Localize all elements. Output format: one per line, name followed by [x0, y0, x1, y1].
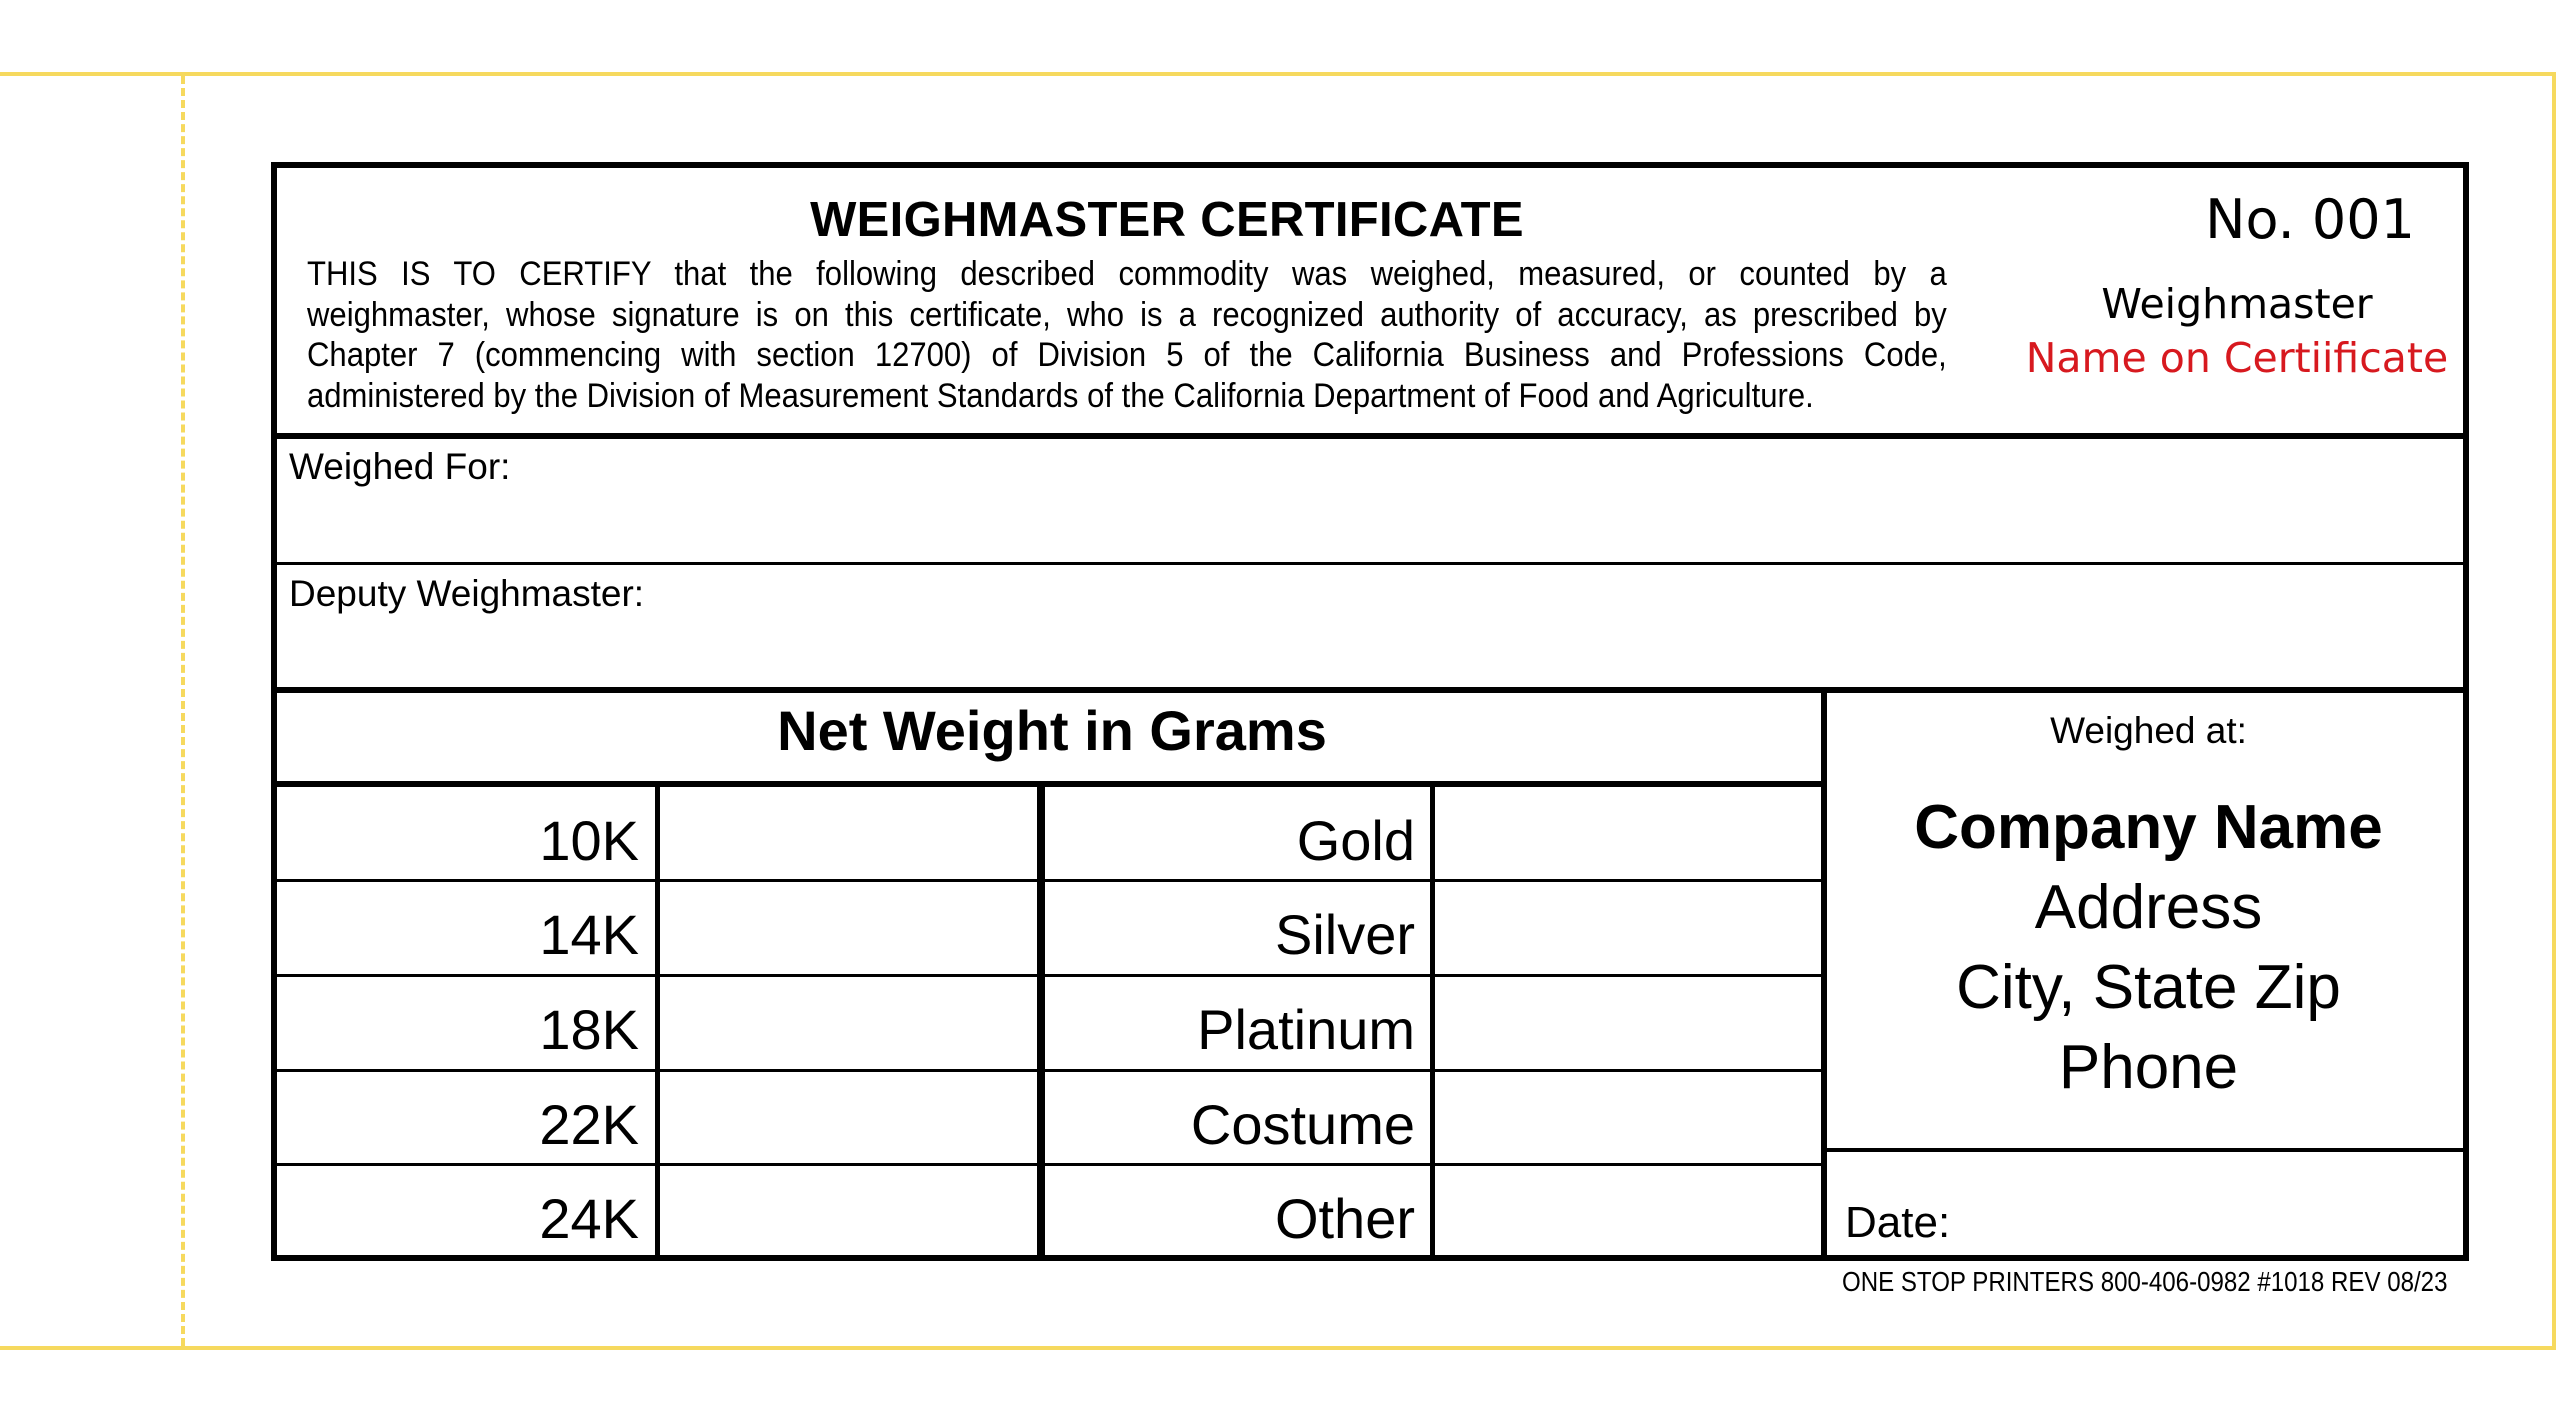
date-label: Date: — [1845, 1198, 1951, 1247]
net-weight-title: Net Weight in Grams — [777, 699, 1327, 762]
row-label-silver: Silver — [1274, 903, 1415, 966]
row-label-other: Other — [1274, 1187, 1415, 1250]
entry-14k[interactable] — [660, 882, 1037, 974]
divider — [277, 687, 2463, 693]
statement-line: Chapter 7 (commencing with section 12700) of Division 5 of the California Business and Professions Code, — [307, 336, 1947, 374]
deputy-weighmaster-label: Deputy Weighmaster: — [289, 573, 645, 614]
company-block — [1828, 788, 2469, 1108]
entry-platinum[interactable] — [1435, 977, 1821, 1069]
date-field[interactable] — [1827, 1152, 2463, 1261]
certificate-number: No. 001 — [2205, 188, 2415, 251]
deputy-weighmaster-field[interactable] — [277, 565, 2463, 687]
entry-22k[interactable] — [660, 1072, 1037, 1163]
printer-imprint: ONE STOP PRINTERS 800-406-0982 #1018 REV 08/23 — [1842, 1266, 2448, 1297]
row-label-18k: 18K — [539, 998, 639, 1061]
entry-18k[interactable] — [660, 977, 1037, 1069]
weighmaster-certificate — [271, 162, 2469, 1261]
row-label-gold: Gold — [1296, 809, 1415, 872]
row-label-platinum: Platinum — [1197, 998, 1415, 1061]
row-label-costume: Costume — [1190, 1093, 1415, 1156]
company-city-state-zip: City, State Zip — [1956, 953, 2341, 1022]
company-phone: Phone — [2058, 1033, 2239, 1102]
entry-other[interactable] — [1435, 1166, 1821, 1261]
weighmaster-label: Weighmaster — [2101, 280, 2373, 328]
row-label-24k: 24K — [539, 1187, 639, 1250]
statement-line: weighmaster, whose signature is on this certificate, who is a recognized authority of accuracy, as prescribed by — [307, 295, 1947, 334]
entry-gold[interactable] — [1435, 787, 1821, 879]
statement-line: administered by the Division of Measurement Standards of the California Department of Food and Agriculture. — [307, 376, 1814, 415]
col-divider-thick — [1037, 787, 1045, 1261]
row-label-14k: 14K — [539, 903, 639, 966]
weighed-at-label: Weighed at: — [2050, 710, 2247, 751]
weighmaster-name: Name on Certiificate — [2025, 334, 2449, 382]
weighed-for-field[interactable] — [277, 439, 2463, 562]
row-label-10k: 10K — [539, 809, 639, 872]
certification-statement — [307, 254, 1947, 416]
statement-line: THIS IS TO CERTIFY that the following described commodity was weighed, measured, or counted by a — [307, 255, 1947, 293]
company-name: Company Name — [1914, 793, 2383, 862]
weighed-for-label: Weighed For: — [289, 446, 511, 487]
entry-10k[interactable] — [660, 787, 1037, 879]
company-address: Address — [2034, 873, 2263, 942]
row-label-22k: 22K — [539, 1093, 639, 1156]
entry-silver[interactable] — [1435, 882, 1821, 974]
certificate-title: WEIGHMASTER CERTIFICATE — [810, 193, 1524, 247]
entry-24k[interactable] — [660, 1166, 1037, 1261]
entry-costume[interactable] — [1435, 1072, 1821, 1163]
perforation-line — [181, 76, 185, 1346]
